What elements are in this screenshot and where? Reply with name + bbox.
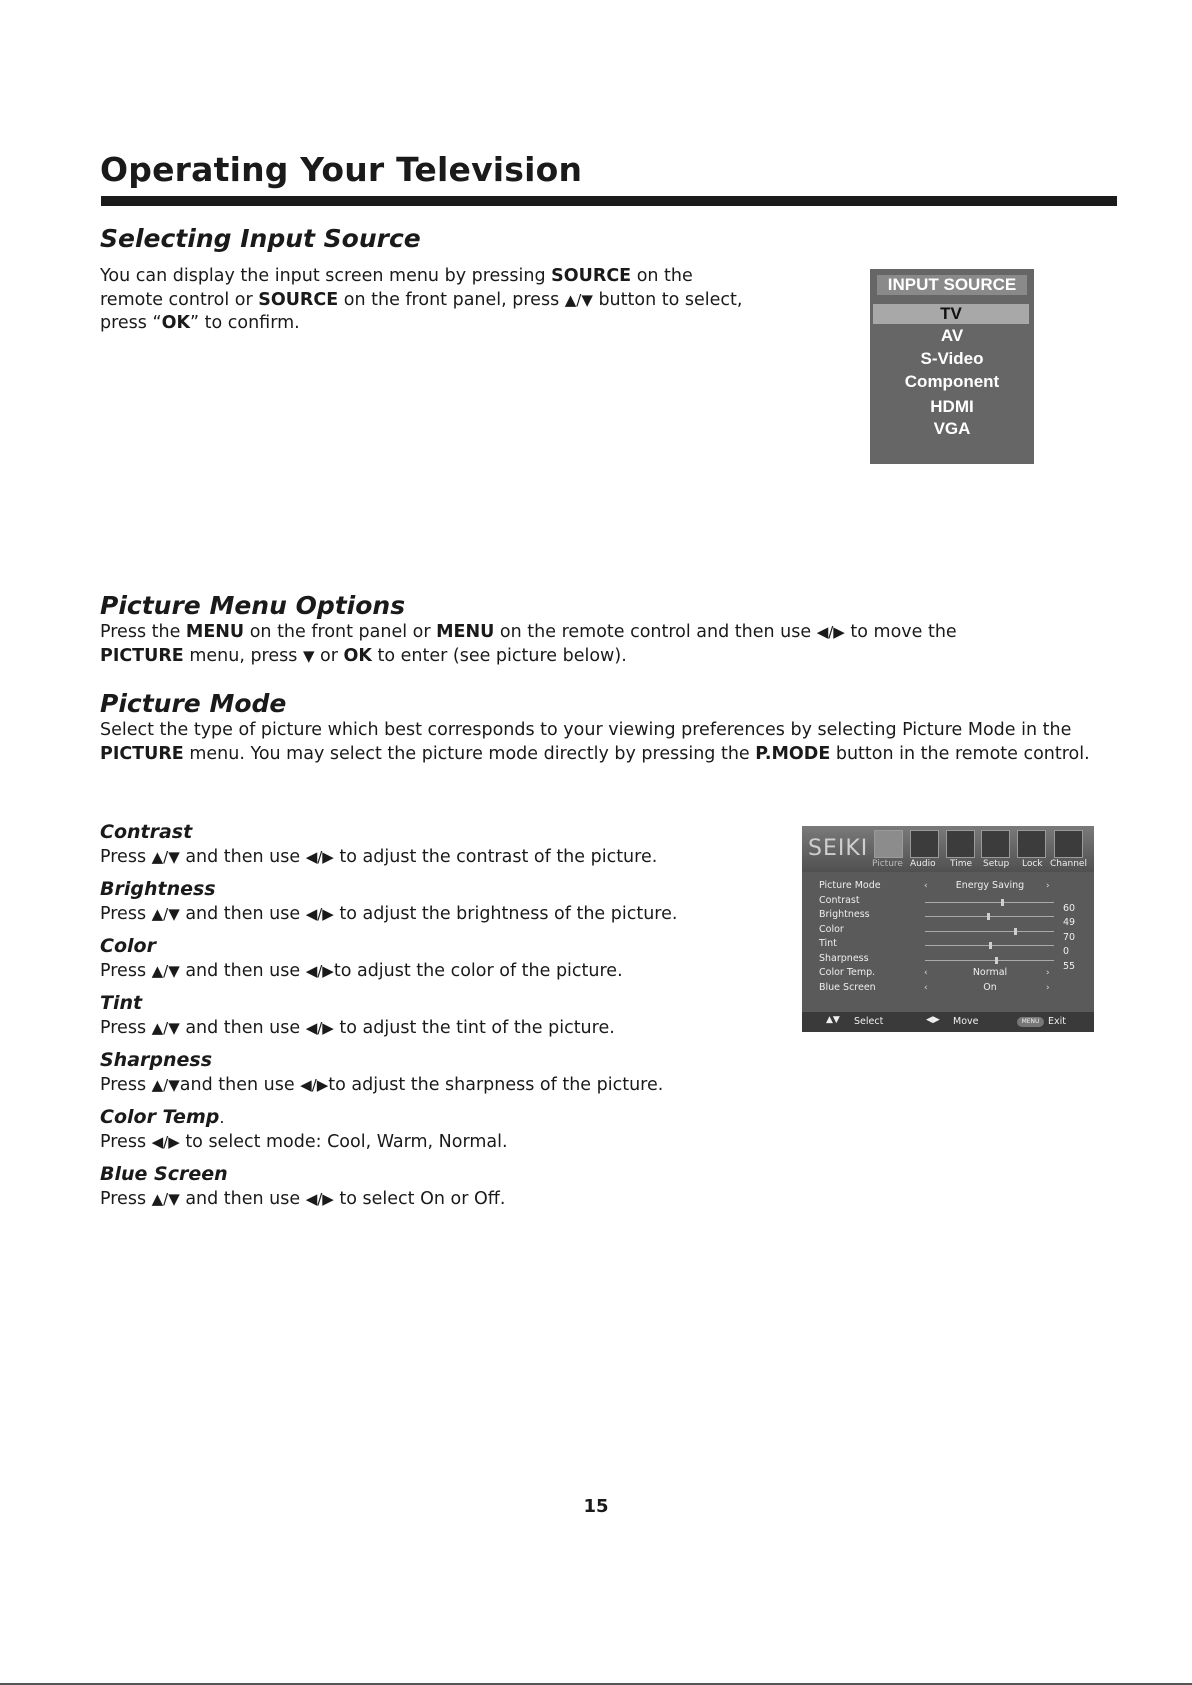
- text-run: to adjust the sharpness of the picture.: [328, 1075, 664, 1095]
- setting-description: [100, 959, 623, 983]
- setting-description: [100, 1130, 508, 1154]
- input-source-menu-title: INPUT SOURCE: [877, 275, 1027, 295]
- bold-term: MENU: [436, 622, 495, 642]
- arrow-keys-icon: ▲/▼: [151, 1076, 180, 1094]
- tv-menu-slider-value: 49: [1063, 917, 1076, 928]
- tv-menu-slider-value: 0: [1063, 946, 1070, 957]
- tv-menu-row-label[interactable]: Contrast: [819, 894, 860, 906]
- right-arrow-icon[interactable]: ›: [1046, 982, 1050, 993]
- setting-title: Brightness: [100, 878, 216, 900]
- tab-label[interactable]: Channel: [1050, 859, 1087, 869]
- arrow-keys-icon: ▲/▼: [151, 905, 180, 923]
- setting-title: Blue Screen: [100, 1163, 228, 1185]
- tv-menu-slider-knob[interactable]: [995, 957, 998, 964]
- tv-menu-row-label[interactable]: Color: [819, 923, 844, 935]
- lock-tab-icon[interactable]: [1017, 830, 1046, 858]
- text-run: menu. You may select the picture mode directly by pressing the: [183, 743, 756, 764]
- input-source-item[interactable]: TV: [873, 304, 1029, 324]
- bold-term: PICTURE: [100, 743, 184, 764]
- text-run: Press the: [100, 622, 186, 642]
- bold-term: MENU: [185, 622, 245, 642]
- picture-tab-icon[interactable]: [874, 830, 903, 858]
- tv-menu-slider-track[interactable]: [925, 902, 1054, 903]
- tab-label[interactable]: Picture: [872, 859, 903, 869]
- text-run: and then use: [179, 1075, 301, 1095]
- audio-tab-icon[interactable]: [910, 830, 939, 858]
- text-run: and then use: [179, 1189, 306, 1209]
- tv-menu-option-value: Normal: [972, 967, 1008, 978]
- tv-menu-option-value: On: [983, 981, 997, 993]
- text-run: and then use: [179, 847, 306, 867]
- input-source-item[interactable]: HDMI: [930, 397, 974, 416]
- text-run: on the front panel, press: [338, 289, 565, 310]
- tv-menu-row-label[interactable]: Picture Mode: [819, 880, 881, 891]
- section-heading-picture-mode: Picture Mode: [100, 689, 287, 718]
- tv-menu-slider-value: 55: [1063, 960, 1076, 972]
- tv-menu-row-label[interactable]: Tint: [819, 938, 837, 949]
- setting-description: [100, 1187, 505, 1211]
- text-run: to adjust the tint of the picture.: [333, 1018, 615, 1038]
- brand-logo: SEIKI: [808, 836, 869, 861]
- leftright-icon: ◀▶: [926, 1015, 940, 1025]
- setting-description: [100, 1073, 663, 1097]
- text-run: Press: [100, 847, 152, 867]
- picture-menu-line-2: [100, 645, 627, 669]
- setting-description: [100, 845, 657, 869]
- arrow-keys-icon: ▲/▼: [151, 848, 180, 866]
- left-arrow-icon[interactable]: ‹: [924, 881, 928, 891]
- text-run: to adjust the brightness of the picture.: [333, 904, 678, 924]
- arrow-keys-icon: ◀/▶: [816, 623, 845, 641]
- setting-title: Contrast: [100, 821, 193, 843]
- arrow-keys-icon: ▲/▼: [151, 1190, 180, 1208]
- tv-menu-slider-knob[interactable]: [1014, 928, 1017, 935]
- bold-term: SOURCE: [551, 266, 632, 286]
- tv-menu-slider-value: 70: [1063, 931, 1076, 943]
- text-run: to select On or Off.: [333, 1189, 506, 1209]
- text-run: menu, press: [183, 646, 303, 666]
- setting-title: Color Temp.: [100, 1106, 225, 1128]
- text-run: to adjust the color of the picture.: [333, 961, 623, 981]
- arrow-keys-icon: ◀/▶: [305, 905, 334, 923]
- arrow-keys-icon: ◀/▶: [300, 1076, 329, 1094]
- text-run: Press: [100, 1018, 152, 1038]
- footer-select: Select: [854, 1016, 884, 1027]
- page-title: Operating Your Television: [100, 150, 583, 189]
- text-run: and then use: [179, 1018, 306, 1038]
- text-run: to enter (see picture below).: [371, 646, 627, 666]
- left-arrow-icon[interactable]: ‹: [924, 968, 928, 978]
- arrow-keys-icon: ▲/▼: [151, 1019, 180, 1037]
- tab-label[interactable]: Setup: [983, 859, 1010, 869]
- tv-menu-slider-track[interactable]: [925, 960, 1054, 961]
- input-source-item[interactable]: VGA: [933, 419, 971, 438]
- text-run: button in the remote control.: [830, 743, 1090, 764]
- setup-tab-icon[interactable]: [981, 830, 1010, 858]
- setting-description: [100, 902, 677, 926]
- text-run: to select mode: Cool, Warm, Normal.: [179, 1132, 508, 1152]
- setting-title: Sharpness: [100, 1049, 213, 1071]
- input-source-item[interactable]: Component: [904, 372, 1000, 391]
- tab-label[interactable]: Audio: [910, 859, 936, 869]
- text-run: to move the: [844, 622, 957, 642]
- bold-term: OK: [161, 313, 190, 333]
- arrow-keys-icon: ◀/▶: [305, 962, 334, 980]
- text-run: button to select, press “: [100, 289, 743, 333]
- input-source-item[interactable]: AV: [940, 326, 964, 345]
- text-run: Press: [100, 1132, 152, 1152]
- right-arrow-icon[interactable]: ›: [1046, 881, 1050, 891]
- tv-menu-footer: [802, 1012, 1094, 1032]
- text-run: on the front panel or: [244, 622, 437, 642]
- title-rule: [101, 196, 1117, 206]
- updown-icon: ▲▼: [826, 1015, 840, 1025]
- input-source-paragraph: [100, 265, 760, 336]
- text-run: on the remote control and then use: [494, 622, 817, 642]
- tab-label[interactable]: Time: [950, 859, 973, 869]
- picture-mode-paragraph: [100, 719, 1100, 766]
- menu-key-icon: MENU: [1017, 1017, 1044, 1027]
- section-heading-input-source: Selecting Input Source: [100, 224, 421, 253]
- setting-description: [100, 1016, 615, 1040]
- text-run: and then use: [179, 961, 306, 981]
- bold-term: OK: [343, 646, 372, 666]
- bold-term: SOURCE: [258, 289, 339, 310]
- tv-menu-slider-knob[interactable]: [987, 913, 990, 920]
- input-source-item[interactable]: S-Video: [920, 349, 984, 368]
- tv-menu-row-label[interactable]: Brightness: [819, 909, 870, 920]
- arrow-keys-icon: ▲/▼: [564, 290, 593, 309]
- arrow-keys-icon: ◀/▶: [305, 1019, 334, 1037]
- setting-title: Color: [100, 935, 156, 957]
- text-run: Press: [100, 1075, 152, 1095]
- setting-title: Tint: [100, 992, 143, 1014]
- tv-menu-slider-knob[interactable]: [989, 942, 992, 949]
- arrow-keys-icon: ▲/▼: [151, 962, 180, 980]
- picture-menu-line-1: [100, 621, 957, 645]
- tv-menu-slider-value: 60: [1063, 902, 1076, 914]
- tv-menu-slider-track[interactable]: [925, 931, 1054, 932]
- tv-menu-row-label[interactable]: Sharpness: [819, 952, 869, 964]
- arrow-keys-icon: ◀/▶: [305, 848, 334, 866]
- text-run: or: [314, 646, 344, 666]
- bold-term: PICTURE: [100, 646, 184, 666]
- arrow-keys-icon: ◀/▶: [151, 1133, 180, 1151]
- text-run: to adjust the contrast of the picture.: [333, 847, 658, 867]
- tv-menu-option-value: Energy Saving: [955, 880, 1025, 891]
- tv-menu-row-label[interactable]: Blue Screen: [819, 981, 876, 993]
- left-arrow-icon[interactable]: ‹: [924, 982, 928, 993]
- setting-title-suffix: .: [219, 1108, 225, 1127]
- text-run: You can display the input screen menu by pressing: [100, 266, 552, 286]
- time-tab-icon[interactable]: [946, 830, 975, 858]
- input-source-menu: [870, 269, 1034, 464]
- text-run: ” to confirm.: [190, 313, 300, 333]
- text-run: on the remote control or: [100, 266, 693, 310]
- page-number: 15: [583, 1496, 609, 1517]
- footer-move: Move: [953, 1016, 979, 1027]
- tv-menu-row-label[interactable]: Color Temp.: [819, 967, 876, 978]
- text-run: Press: [100, 904, 152, 924]
- footer-exit: Exit: [1048, 1016, 1066, 1027]
- text-run: Select the type of picture which best corresponds to your viewing preferences by selecting Picture Mode in the: [100, 720, 1072, 740]
- text-run: and then use: [179, 904, 306, 924]
- bold-term: P.MODE: [755, 743, 831, 764]
- tv-picture-menu-screenshot: [802, 826, 1094, 1032]
- text-run: Press: [100, 961, 152, 981]
- section-heading-picture-menu: Picture Menu Options: [100, 591, 406, 620]
- arrow-keys-icon: ▼: [302, 647, 315, 665]
- arrow-keys-icon: ◀/▶: [305, 1190, 334, 1208]
- channel-tab-icon[interactable]: [1054, 830, 1083, 858]
- right-arrow-icon[interactable]: ›: [1046, 968, 1050, 978]
- tv-menu-slider-knob[interactable]: [1001, 899, 1004, 906]
- text-run: Press: [100, 1189, 152, 1209]
- tab-label[interactable]: Lock: [1022, 859, 1043, 869]
